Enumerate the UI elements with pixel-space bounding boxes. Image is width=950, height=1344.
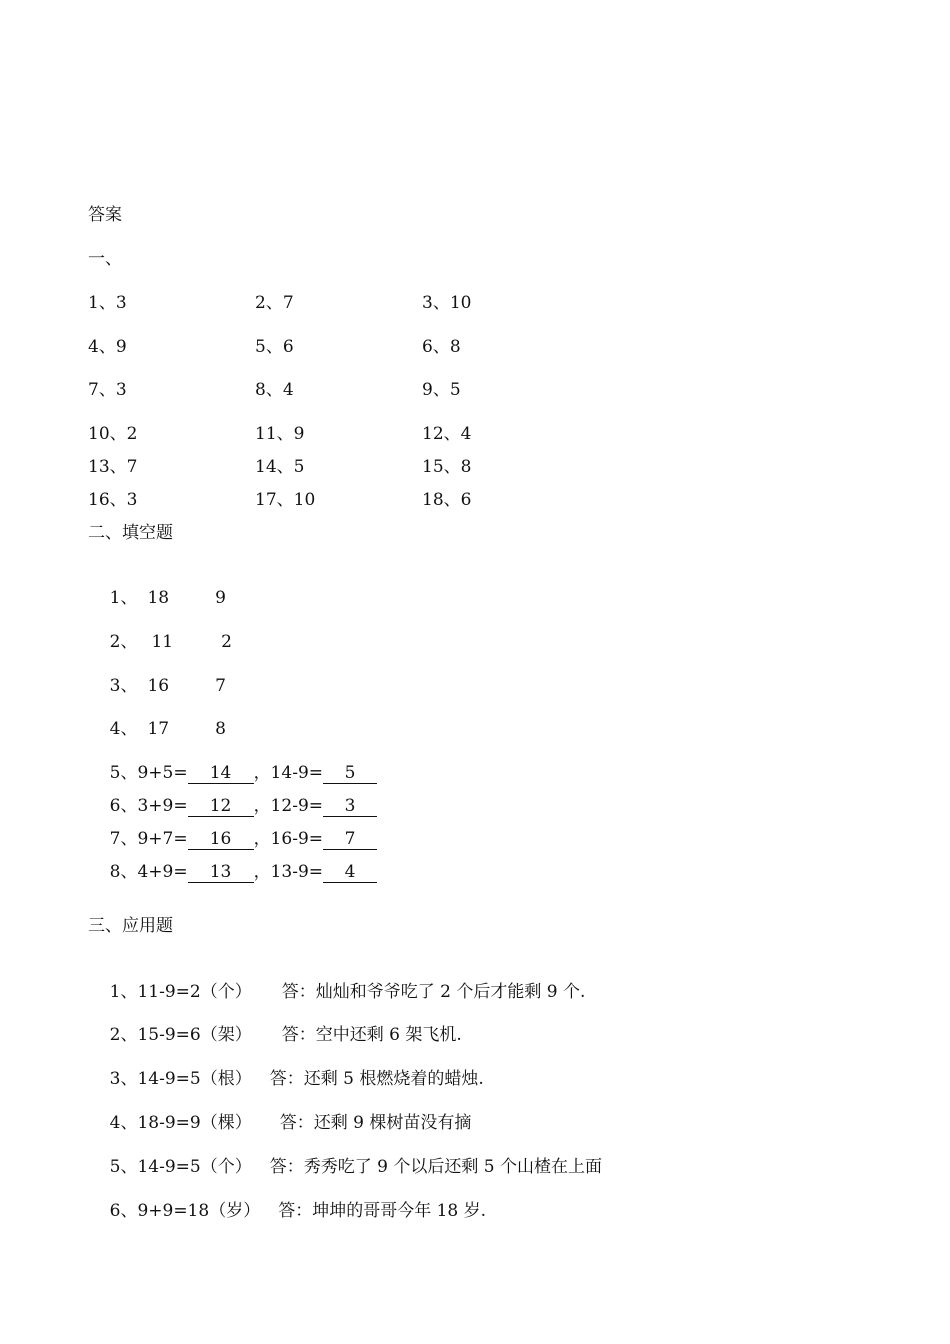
s2-pair-num: 2、 — [109, 632, 138, 652]
s3-answer: 答：灿灿和爷爷吃了 2 个后才能剩 9 个. — [281, 982, 586, 1002]
s3-answer: 答：还剩 5 根燃烧着的蜡烛. — [269, 1069, 484, 1089]
s1-item: 1、3 — [88, 293, 127, 313]
s1-item: 2、7 — [255, 293, 294, 313]
s3-equation: 1、11-9=2（个） — [109, 982, 252, 1002]
eq-answer-1: 16 — [188, 829, 254, 850]
eq-mid: ，16-9= — [253, 829, 323, 849]
s3-item — [88, 1178, 486, 1244]
s1-item: 7、3 — [88, 380, 127, 400]
eq-left: 6、3+9= — [109, 796, 188, 816]
s3-equation: 5、14-9=5（个） — [109, 1157, 252, 1177]
eq-mid: ，14-9= — [253, 763, 323, 783]
s1-item: 14、5 — [255, 457, 305, 477]
page-title: 答案 — [88, 205, 122, 225]
s3-answer: 答：还剩 9 棵树苗没有摘 — [279, 1113, 472, 1133]
s2-pair-b: 9 — [215, 588, 226, 608]
eq-answer-2: 3 — [323, 796, 377, 817]
s3-equation: 6、9+9=18（岁） — [109, 1201, 261, 1221]
eq-answer-2: 4 — [323, 862, 377, 883]
s1-item: 8、4 — [255, 380, 294, 400]
section-1-heading: 一、 — [88, 249, 122, 269]
eq-left: 8、4+9= — [109, 862, 188, 882]
eq-answer-1: 12 — [188, 796, 254, 817]
eq-answer-2: 7 — [323, 829, 377, 850]
s1-item: 5、6 — [255, 337, 294, 357]
s1-item: 18、6 — [422, 490, 472, 510]
s2-equation-row — [88, 839, 377, 905]
s2-pair-b: 8 — [215, 719, 226, 739]
s2-pair-a: 11 — [151, 632, 174, 652]
s1-item: 11、9 — [255, 424, 305, 444]
s2-pair-b: 7 — [215, 676, 226, 696]
s2-pair-num: 1、 — [109, 588, 138, 608]
s2-pair-num: 3、 — [109, 676, 138, 696]
eq-answer-2: 5 — [323, 763, 377, 784]
s2-pair-b: 2 — [221, 632, 232, 652]
s2-pair-a: 17 — [147, 719, 170, 739]
section-2-heading: 二、填空题 — [88, 523, 173, 543]
section-3-heading: 三、应用题 — [88, 916, 173, 936]
s3-equation: 4、18-9=9（棵） — [109, 1113, 252, 1133]
eq-mid: ，12-9= — [253, 796, 323, 816]
s1-item: 15、8 — [422, 457, 472, 477]
s1-item: 12、4 — [422, 424, 472, 444]
s2-pair-a: 18 — [147, 588, 170, 608]
s2-pair-num: 4、 — [109, 719, 138, 739]
eq-mid: ，13-9= — [253, 862, 323, 882]
s1-item: 9、5 — [422, 380, 461, 400]
eq-answer-1: 13 — [188, 862, 254, 883]
eq-answer-1: 14 — [188, 763, 254, 784]
s3-answer: 答：秀秀吃了 9 个以后还剩 5 个山楂在上面 — [269, 1157, 602, 1177]
s1-item: 3、10 — [422, 293, 472, 313]
s1-item: 17、10 — [255, 490, 316, 510]
s3-equation: 2、15-9=6（架） — [109, 1025, 252, 1045]
s1-item: 10、2 — [88, 424, 138, 444]
s2-pair-a: 16 — [147, 676, 170, 696]
s1-item: 4、9 — [88, 337, 127, 357]
s1-item: 16、3 — [88, 490, 138, 510]
eq-left: 5、9+5= — [109, 763, 188, 783]
s1-item: 13、7 — [88, 457, 138, 477]
eq-left: 7、9+7= — [109, 829, 188, 849]
s3-answer: 答：空中还剩 6 架飞机. — [281, 1025, 462, 1045]
s3-equation: 3、14-9=5（根） — [109, 1069, 252, 1089]
s3-answer: 答：坤坤的哥哥今年 18 岁. — [278, 1201, 487, 1221]
s1-item: 6、8 — [422, 337, 461, 357]
